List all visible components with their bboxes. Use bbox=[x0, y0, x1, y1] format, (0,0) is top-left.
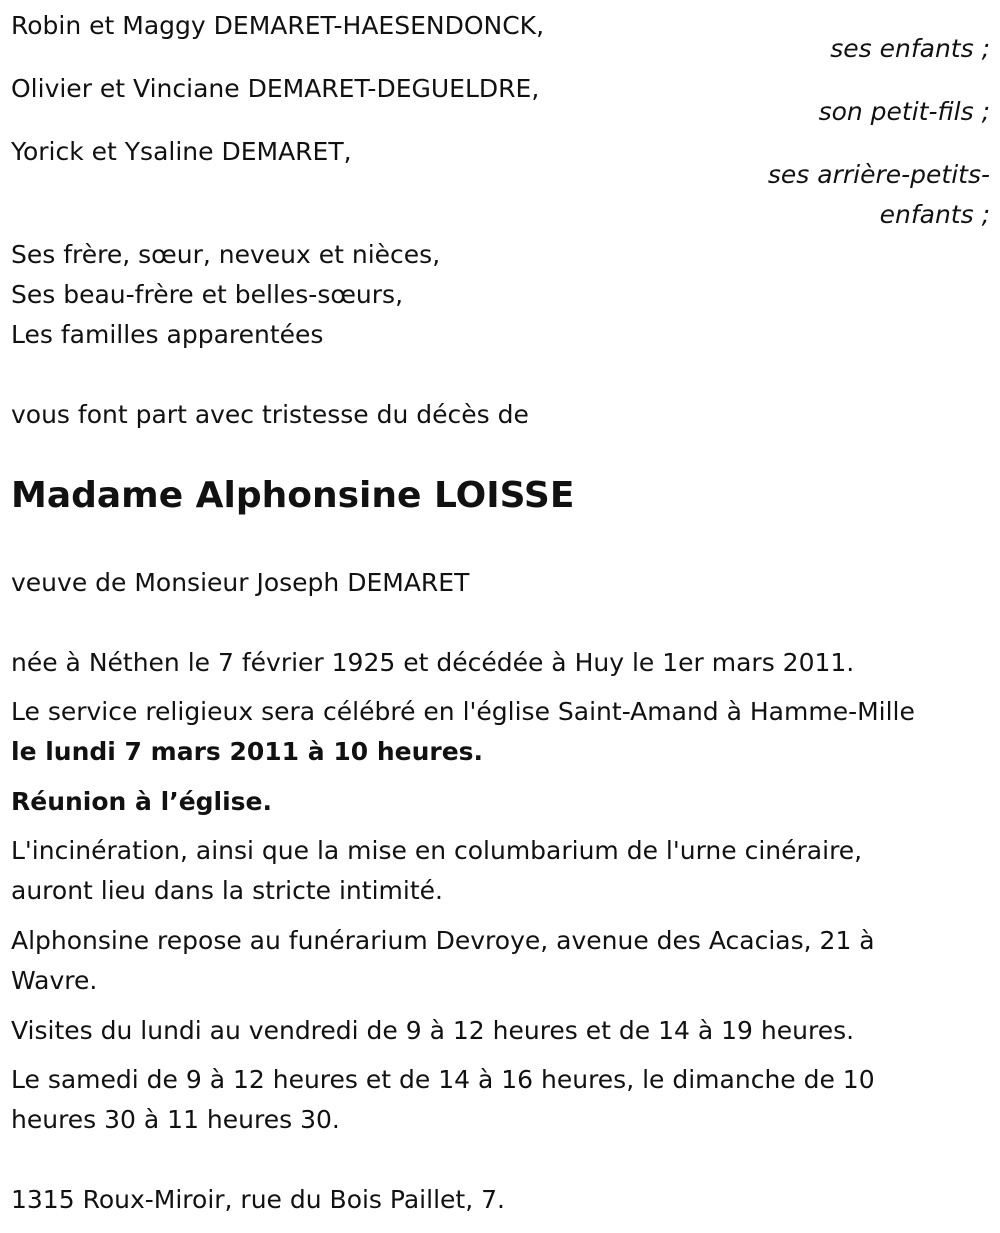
incineration-line-1: L'incinération, ainsi que la mise en columbarium de l'urne cinéraire, bbox=[11, 836, 863, 865]
relatives-line-2: Ses beau-frère et belles-sœurs, bbox=[11, 280, 404, 309]
visits-weekdays: Visites du lundi au vendredi de 9 à 12 heures et de 14 à 19 heures. bbox=[11, 1016, 855, 1045]
birth-death: née à Néthen le 7 février 1925 et décédée à Huy le 1er mars 2011. bbox=[11, 648, 855, 677]
family-names-2: Olivier et Vinciane DEMARET-DEGUELDRE, bbox=[11, 74, 540, 103]
service-line: Le service religieux sera célébré en l'église Saint-Amand à Hamme-Mille bbox=[11, 697, 915, 726]
incineration-line-2: auront lieu dans la stricte intimité. bbox=[11, 876, 443, 905]
relatives-line-3: Les familles apparentées bbox=[11, 320, 324, 349]
family-relation-3-line1: ses arrière-petits- bbox=[767, 160, 990, 189]
family-relation-1: ses enfants ; bbox=[830, 34, 990, 63]
service-date: le lundi 7 mars 2011 à 10 heures. bbox=[11, 737, 484, 766]
widow-of: veuve de Monsieur Joseph DEMARET bbox=[11, 568, 470, 597]
family-names-1: Robin et Maggy DEMARET-HAESENDONCK, bbox=[11, 11, 545, 40]
announcement-text: vous font part avec tristesse du décès de bbox=[11, 400, 529, 429]
family-relation-2: son petit-fils ; bbox=[818, 97, 990, 126]
family-relation-3-line2: enfants ; bbox=[879, 200, 990, 229]
reunion-text: Réunion à l’église. bbox=[11, 787, 273, 816]
family-names-3: Yorick et Ysaline DEMARET, bbox=[11, 137, 352, 166]
relatives-line-1: Ses frère, sœur, neveux et nièces, bbox=[11, 240, 441, 269]
deceased-name: Madame Alphonsine LOISSE bbox=[11, 475, 575, 516]
visits-weekend-line-2: heures 30 à 11 heures 30. bbox=[11, 1105, 340, 1134]
address: 1315 Roux-Miroir, rue du Bois Paillet, 7. bbox=[11, 1185, 505, 1214]
visits-weekend-line-1: Le samedi de 9 à 12 heures et de 14 à 16 heures, le dimanche de 10 bbox=[11, 1065, 875, 1094]
repose-line-1: Alphonsine repose au funérarium Devroye, avenue des Acacias, 21 à bbox=[11, 926, 875, 955]
repose-line-2: Wavre. bbox=[11, 966, 98, 995]
